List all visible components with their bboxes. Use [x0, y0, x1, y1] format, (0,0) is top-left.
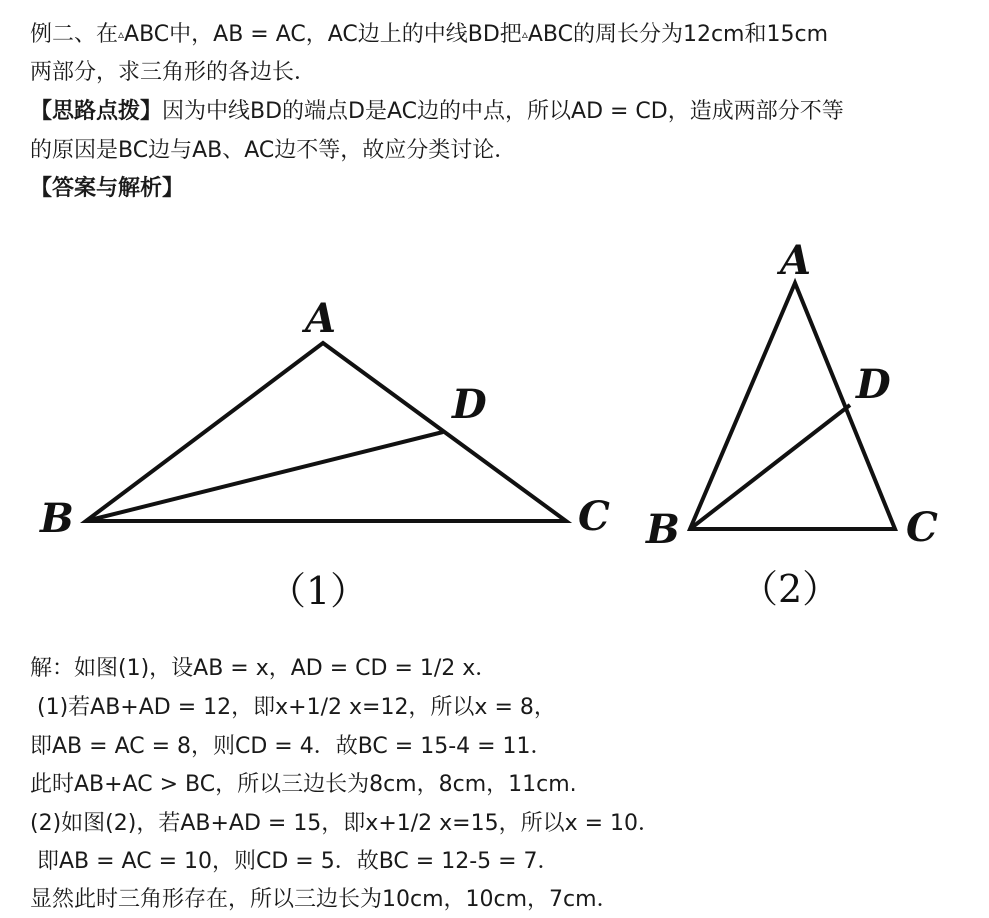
triangle-icon: ▵: [521, 27, 528, 41]
figure-2-label-a: A: [780, 237, 812, 284]
solution-line: 此时AB+AC > BC，所以三边长为8cm，8cm，11cm.: [30, 772, 577, 797]
solution-line: 解：如图(1)，设AB = x，AD = CD = 1/2 x．: [30, 656, 498, 681]
problem-line-1-post: ABC的周长分为12cm和15cm: [527, 22, 829, 47]
figure-1-label-c: C: [578, 493, 610, 540]
answer-heading: 【答案与解析】: [30, 176, 185, 201]
figure-1: [39, 295, 610, 613]
problem-line-1-pre: 例二、在: [30, 22, 119, 47]
figure-2-caption: （2）: [740, 567, 841, 611]
figure-1-median-bd: [86, 432, 443, 521]
solution-line: 即AB = AC = 10，则CD = 5．故BC = 12-5 = 7．: [30, 849, 560, 874]
figure-2-label-d: D: [856, 361, 891, 408]
figure-2-label-b: B: [646, 506, 680, 553]
figure-1-label-b: B: [40, 495, 74, 542]
figure-1-caption: （1）: [268, 569, 369, 613]
figure-1-triangle: [86, 343, 566, 521]
triangle-icon: ▵: [118, 27, 125, 41]
figure-2: [645, 237, 938, 611]
hint-text-1: 因为中线BD的端点D是AC边的中点，所以AD = CD，造成两部分不等: [162, 99, 844, 124]
problem-line-2: 两部分，求三角形的各边长．: [30, 60, 317, 85]
solution-line: 显然此时三角形存在，所以三边长为10cm，10cm，7cm．: [30, 887, 619, 912]
hint-line-2: 的原因是BC边与AB、AC边不等，故应分类讨论．: [30, 138, 517, 163]
figure-2-median-bd: [690, 405, 850, 529]
figure-2-label-c: C: [906, 504, 938, 551]
hint-heading: 【思路点拨】: [30, 99, 163, 124]
solution-line: 即AB = AC = 8，则CD = 4．故BC = 15-4 = 11．: [30, 734, 553, 759]
solution-line: (2)如图(2)，若AB+AD = 15，即x+1/2 x=15，所以x = 10．: [30, 811, 661, 836]
figure-1-label-a: A: [305, 295, 337, 342]
problem-line-1-mid: ABC中，AB = AC，AC边上的中线BD把: [124, 22, 522, 47]
solution-line: (1)若AB+AD = 12，即x+1/2 x=12，所以x = 8，: [30, 695, 556, 720]
figure-1-label-d: D: [452, 381, 487, 428]
